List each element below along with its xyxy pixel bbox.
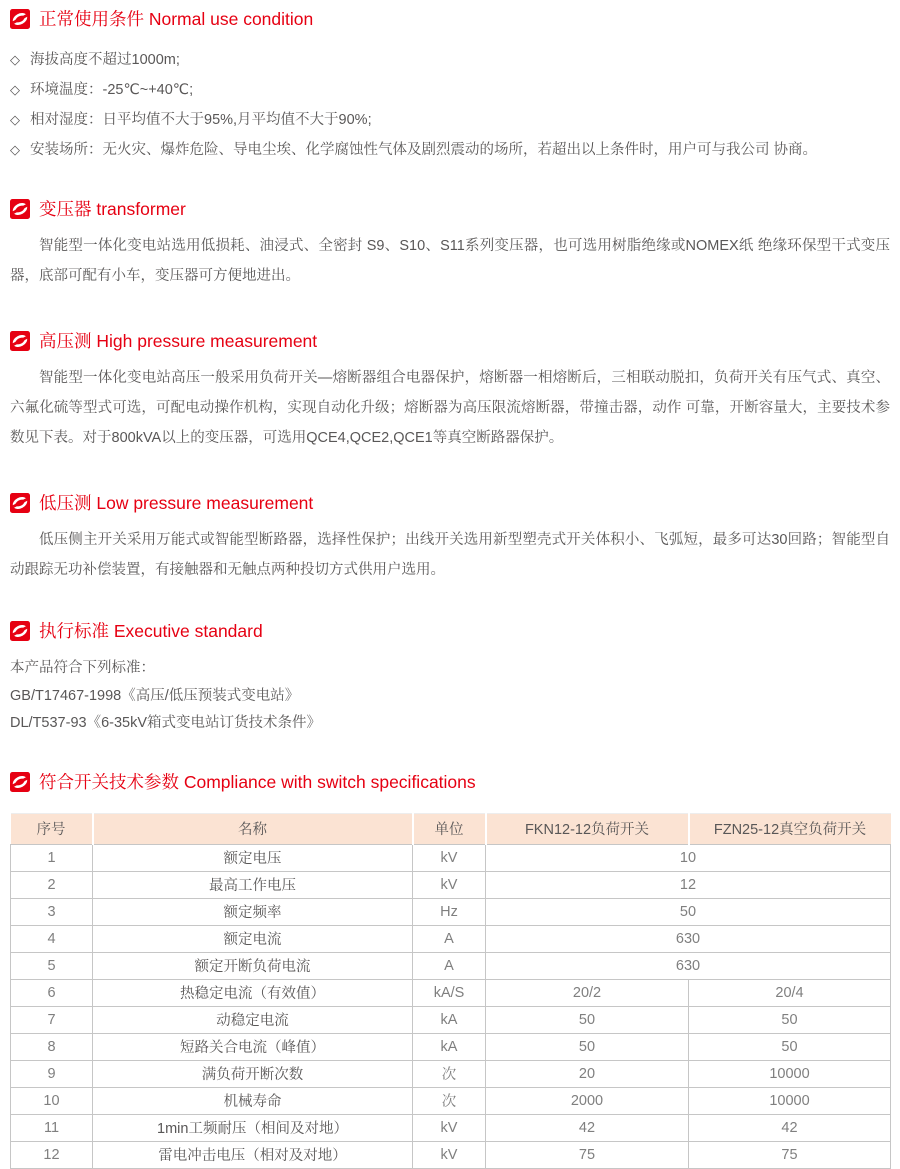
cell-unit: Hz — [413, 898, 486, 925]
cell-fkn-value: 50 — [486, 1033, 689, 1060]
section-heading-high-pressure — [10, 330, 890, 352]
cell-unit: kA/S — [413, 979, 486, 1006]
cell-fkn-value: 2000 — [486, 1087, 689, 1114]
cell-fkn-value: 75 — [486, 1141, 689, 1168]
cell-fzn-value: 50 — [689, 1006, 891, 1033]
list-item — [10, 75, 890, 105]
cell-name: 额定电压 — [93, 844, 413, 871]
cell-no: 7 — [11, 1006, 93, 1033]
section-heading-transformer — [10, 198, 890, 220]
list-item — [10, 105, 890, 135]
table-row — [11, 871, 891, 898]
cell-no: 6 — [11, 979, 93, 1006]
cell-merged-value: 630 — [486, 952, 891, 979]
table-header-row — [11, 813, 891, 844]
section-title: 变压器 transformer — [39, 199, 186, 219]
col-header-no: 序号 — [11, 813, 93, 844]
cell-unit: kA — [413, 1033, 486, 1060]
cell-no: 1 — [11, 844, 93, 871]
cell-name: 1min工频耐压（相间及对地） — [93, 1114, 413, 1141]
table-row — [11, 898, 891, 925]
brand-badge-icon — [10, 493, 30, 513]
diamond-bullet-icon: ◇ — [10, 112, 20, 127]
switch-spec-table — [10, 813, 891, 1169]
list-item — [10, 45, 890, 75]
section-heading-normal-use — [10, 8, 890, 30]
cell-unit: kA — [413, 1006, 486, 1033]
table-row — [11, 1087, 891, 1114]
brand-badge-icon — [10, 772, 30, 792]
cell-name: 机械寿命 — [93, 1087, 413, 1114]
section-heading-executive-standard — [10, 620, 890, 642]
cell-merged-value: 10 — [486, 844, 891, 871]
bullet-text: 相对湿度：日平均值不大于95%,月平均值不大于90%; — [30, 112, 372, 128]
cell-name: 最高工作电压 — [93, 871, 413, 898]
cell-name: 动稳定电流 — [93, 1006, 413, 1033]
cell-fzn-value: 20/4 — [689, 979, 891, 1006]
col-header-unit: 单位 — [413, 813, 486, 844]
cell-unit: A — [413, 952, 486, 979]
table-row — [11, 844, 891, 871]
cell-no: 10 — [11, 1087, 93, 1114]
standard-line: 本产品符合下列标准： — [10, 660, 155, 676]
table-row — [11, 1114, 891, 1141]
brand-badge-icon — [10, 9, 30, 29]
cell-name: 短路关合电流（峰值） — [93, 1033, 413, 1060]
section-heading-switch-specs — [10, 771, 890, 793]
section-title: 执行标准 Executive standard — [39, 621, 263, 641]
cell-fkn-value: 20 — [486, 1060, 689, 1087]
cell-unit: kV — [413, 1141, 486, 1168]
cell-unit: kV — [413, 844, 486, 871]
brand-badge-icon — [10, 199, 30, 219]
cell-merged-value: 12 — [486, 871, 891, 898]
cell-no: 12 — [11, 1141, 93, 1168]
standards-list — [10, 655, 890, 738]
cell-merged-value: 50 — [486, 898, 891, 925]
standard-line: DL/T537-93《6-35kV箱式变电站订货技术条件》 — [10, 715, 322, 731]
cell-no: 8 — [11, 1033, 93, 1060]
cell-unit: A — [413, 925, 486, 952]
table-row — [11, 1141, 891, 1168]
cell-name: 满负荷开断次数 — [93, 1060, 413, 1087]
table-row — [11, 1006, 891, 1033]
cell-unit: kV — [413, 871, 486, 898]
cell-name: 雷电冲击电压（相对及对地） — [93, 1141, 413, 1168]
cell-fzn-value: 10000 — [689, 1060, 891, 1087]
table-row — [11, 925, 891, 952]
cell-fzn-value: 75 — [689, 1141, 891, 1168]
cell-no: 11 — [11, 1114, 93, 1141]
diamond-bullet-icon: ◇ — [10, 82, 20, 97]
brand-badge-icon — [10, 621, 30, 641]
cell-no: 2 — [11, 871, 93, 898]
cell-fzn-value: 10000 — [689, 1087, 891, 1114]
diamond-bullet-icon: ◇ — [10, 52, 20, 67]
cell-merged-value: 630 — [486, 925, 891, 952]
cell-name: 额定频率 — [93, 898, 413, 925]
cell-fzn-value: 42 — [689, 1114, 891, 1141]
section-title: 符合开关技术参数 Compliance with switch specifications — [39, 771, 476, 792]
cell-no: 5 — [11, 952, 93, 979]
cell-unit: kV — [413, 1114, 486, 1141]
cell-unit: 次 — [413, 1060, 486, 1087]
section-title: 低压测 Low pressure measurement — [39, 493, 314, 513]
high-pressure-paragraph: 智能型一体化变电站高压一般采用负荷开关—熔断器组合电器保护，熔断器一相熔断后，三相联动脱扣，负荷开关有压气式、真空、六氟化硫等型式可选，可配电动操作机构，实现自动化升级；熔断器为高压限流熔断器，带撞击器，动作 可靠，开断容量大，主要技术参数见下表。对于800kVA以上的变压器，可选用QCE4,QCE2,QCE1等真空断路器保护。 — [10, 370, 890, 446]
cell-name: 额定电流 — [93, 925, 413, 952]
table-row — [11, 1033, 891, 1060]
standard-line: GB/T17467-1998《高压/低压预装式变电站》 — [10, 687, 300, 704]
col-header-fkn: FKN12-12负荷开关 — [486, 813, 689, 844]
low-pressure-paragraph: 低压侧主开关采用万能式或智能型断路器，选择性保护；出线开关选用新型塑壳式开关体积小、飞弧短，最多可达30回路；智能型自动跟踪无功补偿装置，有接触器和无触点两种投切方式供用户选用。 — [10, 532, 890, 578]
col-header-fzn: FZN25-12真空负荷开关 — [689, 813, 891, 844]
diamond-bullet-icon: ◇ — [10, 142, 20, 157]
col-header-name: 名称 — [93, 813, 413, 844]
list-item — [10, 135, 890, 165]
section-title: 正常使用条件 Normal use condition — [39, 9, 314, 29]
brand-badge-icon — [10, 331, 30, 351]
section-heading-low-pressure — [10, 492, 890, 514]
cell-no: 4 — [11, 925, 93, 952]
bullet-text: 海拔高度不超过1000m; — [30, 52, 180, 68]
section-title: 高压测 High pressure measurement — [39, 331, 318, 351]
cell-fkn-value: 42 — [486, 1114, 689, 1141]
table-row — [11, 1060, 891, 1087]
cell-no: 9 — [11, 1060, 93, 1087]
table-row — [11, 979, 891, 1006]
cell-name: 额定开断负荷电流 — [93, 952, 413, 979]
transformer-paragraph: 智能型一体化变电站选用低损耗、油浸式、全密封 S9、S10、S11系列变压器，也可选用树脂绝缘或NOMEX纸 绝缘环保型干式变压器，底部可配有小车，变压器可方便地进出。 — [10, 238, 890, 284]
bullet-text: 环境温度：-25℃~+40℃; — [30, 82, 194, 98]
cell-fkn-value: 20/2 — [486, 979, 689, 1006]
table-row — [11, 952, 891, 979]
bullet-text: 安装场所：无火灾、爆炸危险、导电尘埃、化学腐蚀性气体及剧烈震动的场所，若超出以上条件时，用户可与我公司 协商。 — [30, 142, 818, 158]
condition-list — [10, 45, 890, 165]
cell-fkn-value: 50 — [486, 1006, 689, 1033]
cell-fzn-value: 50 — [689, 1033, 891, 1060]
cell-no: 3 — [11, 898, 93, 925]
cell-unit: 次 — [413, 1087, 486, 1114]
cell-name: 热稳定电流（有效值） — [93, 979, 413, 1006]
